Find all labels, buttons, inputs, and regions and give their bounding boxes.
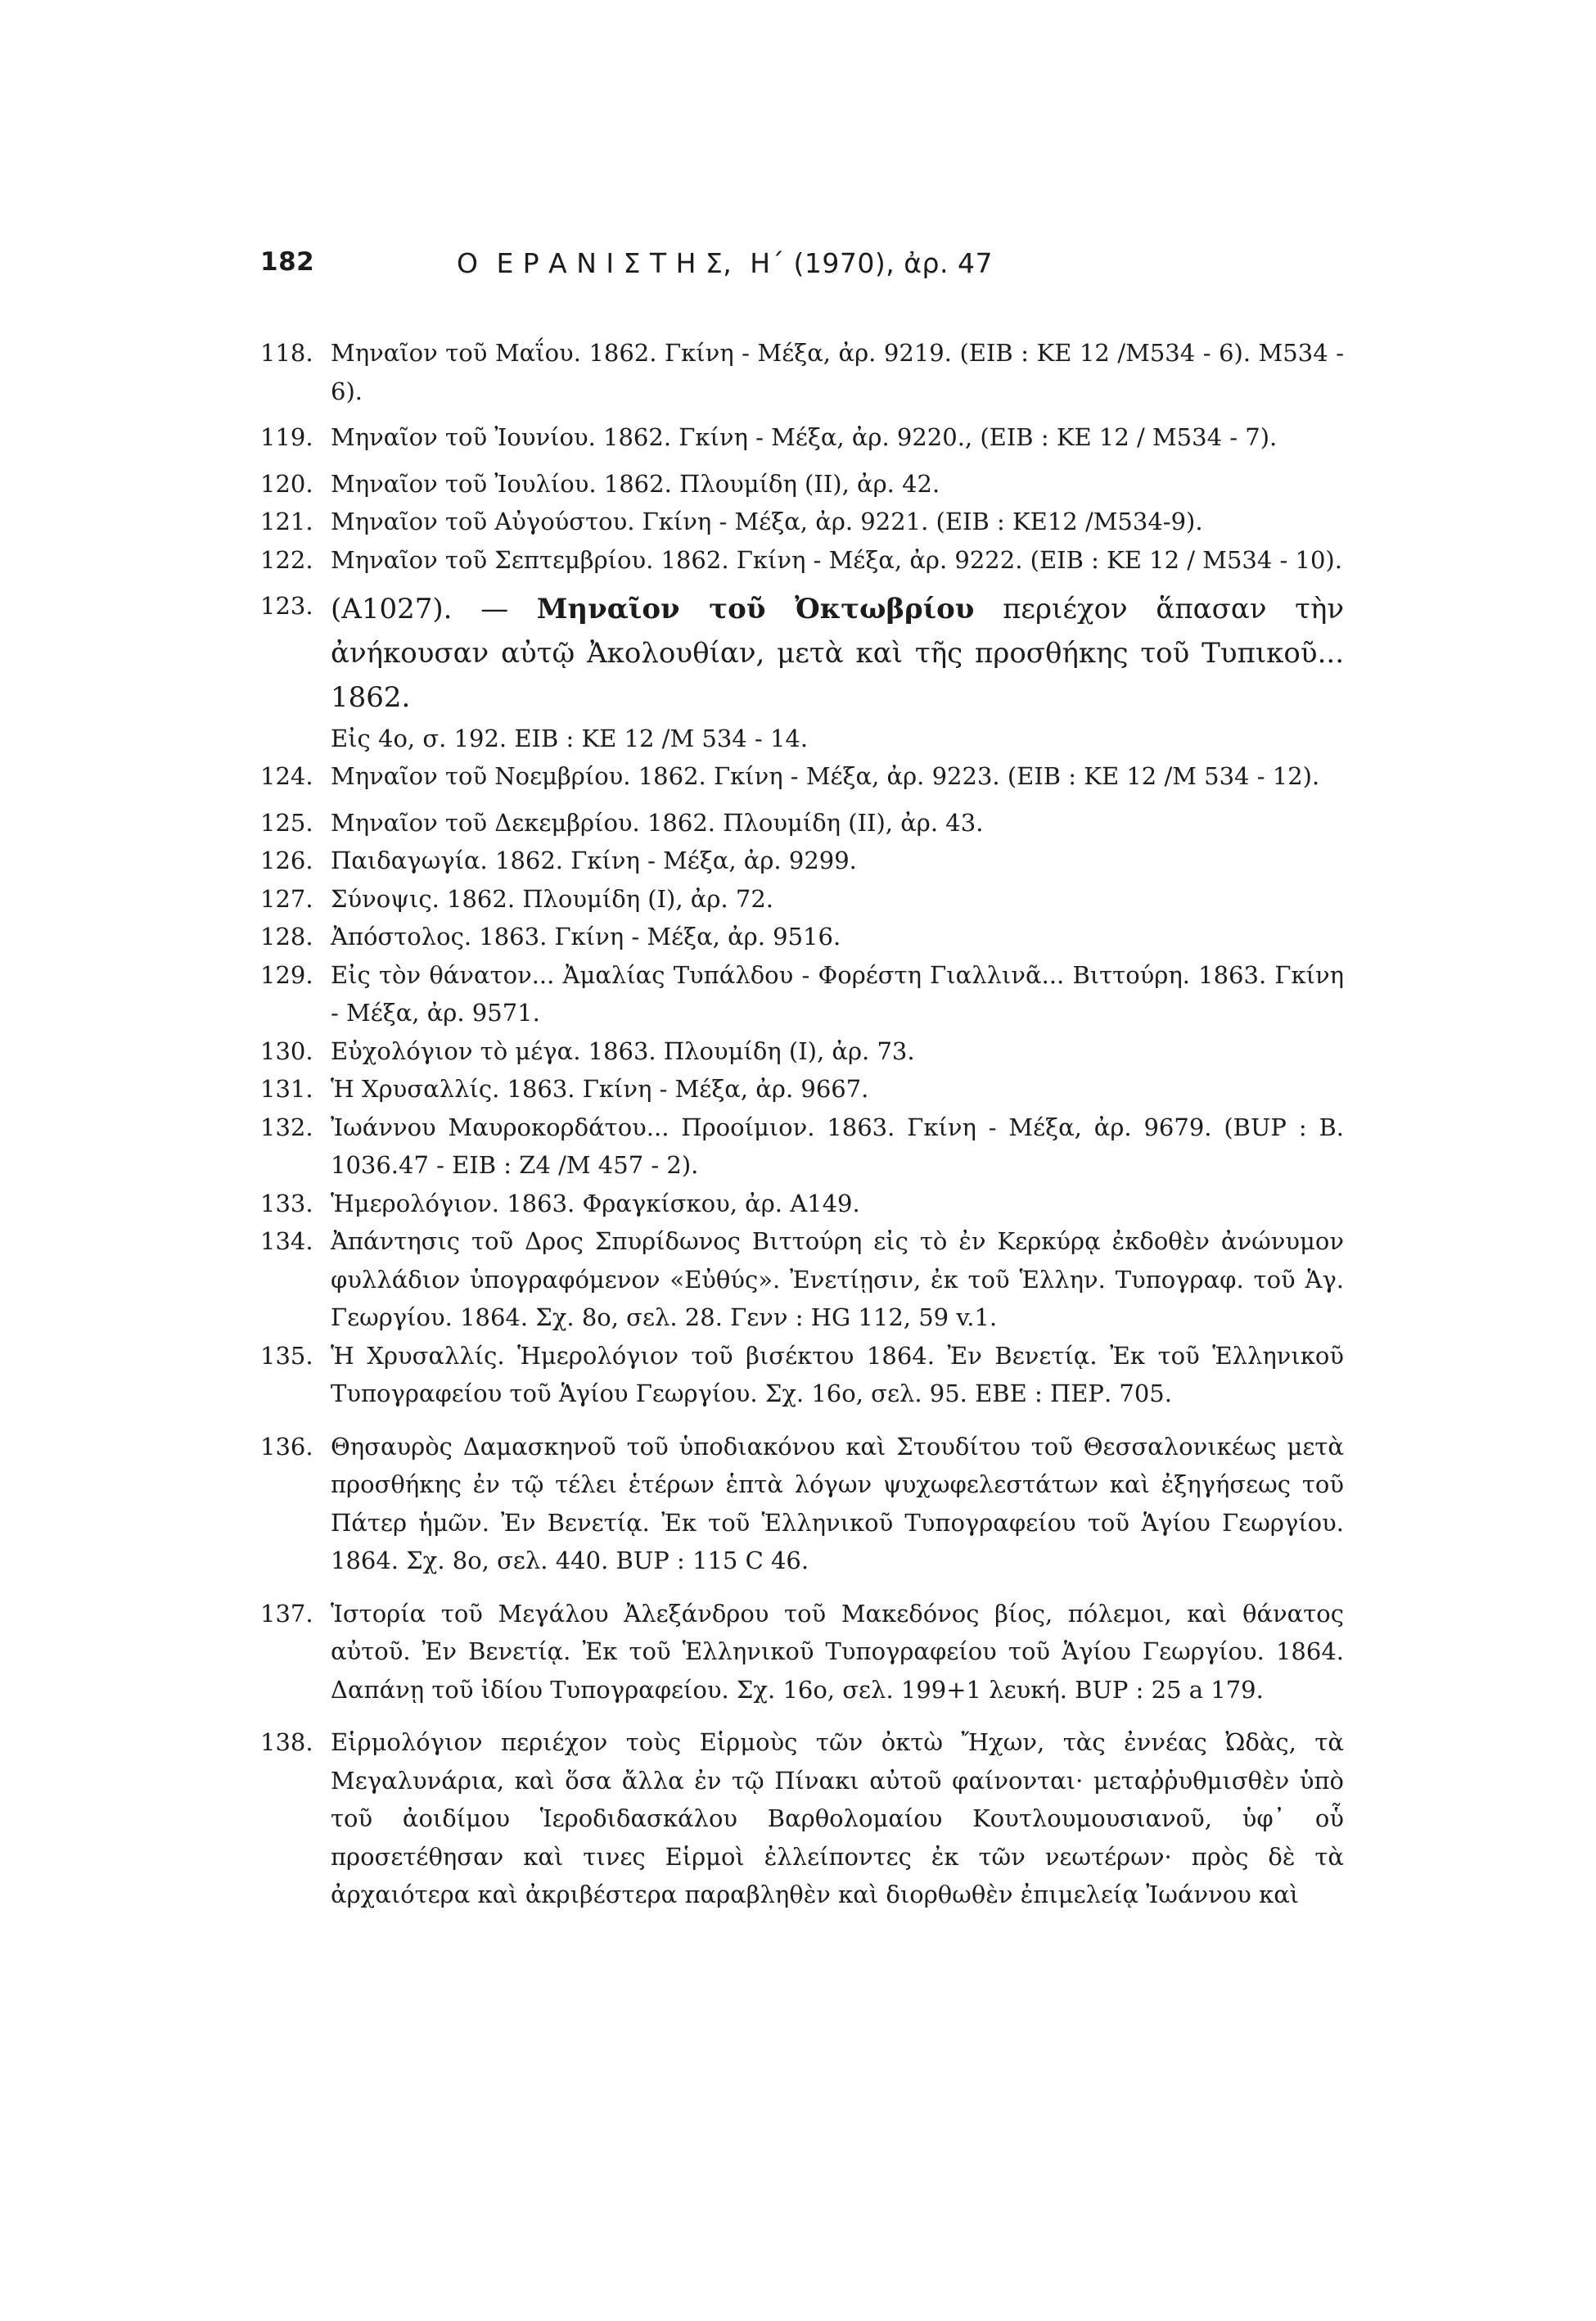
list-item (260, 880, 1344, 919)
list-item (260, 1337, 1344, 1413)
entry-number: 128. (260, 923, 313, 951)
entry-number: 125. (260, 808, 313, 837)
running-title: Ο Ε Ρ Α Ν Ι Σ Τ Η Σ, Η΄ (1970), ἀρ. 47 (457, 247, 993, 279)
page-header (260, 247, 1308, 288)
list-item (260, 842, 1344, 880)
entry-description: περιέχον ἅπασαν τὴν ἀνήκουσαν αὐτῷ Ἀκολουθίαν, μετὰ καὶ τῆς προσθήκης τοῦ Τυπικοῦ... 1862. (331, 593, 1344, 714)
entry-number: 120. (260, 469, 313, 498)
list-item (260, 1428, 1344, 1580)
list-item (260, 418, 1344, 457)
entry-number: 122. (260, 545, 313, 574)
list-item (260, 956, 1344, 1032)
list-item (260, 918, 1344, 956)
entry-text: Μηναῖον τοῦ Ἰουνίου. 1862. Γκίνη - Μέξα, ἀρ. 9220., (ΕΙΒ : ΚΕ 12 / Μ534 - 7). (331, 423, 1278, 451)
entry-text: Ἱστορία τοῦ Μεγάλου Ἀλεξάνδρου τοῦ Μακεδόνος βίος, πόλεμοι, καὶ θάνατος αὐτοῦ. Ἐν Βενετίᾳ. Ἐκ τοῦ Ἑλληνικοῦ Τυπογραφείου τοῦ Ἁγίου Γεωργίου. 1864. Δαπάνῃ τοῦ ἰδίου Τυπογραφείου. Σχ. 16ο, σελ. 199+1 λευκή. BUP : 25 a 179. (331, 1599, 1344, 1704)
list-item (260, 1222, 1344, 1337)
list-item (260, 804, 1344, 842)
entry-text: Ἰωάννου Μαυροκορδάτου... Προοίμιον. 1863. Γκίνη - Μέξα, ἀρ. 9679. (BUP : B. 1036.47 - ΕΙΒ : Ζ4 /Μ 457 - 2). (331, 1113, 1344, 1179)
entry-number: 129. (260, 960, 313, 989)
entry-number: 127. (260, 884, 313, 913)
list-item (260, 1109, 1344, 1185)
entry-text: Ἡμερολόγιον. 1863. Φραγκίσκου, ἀρ. Α149. (331, 1189, 860, 1217)
entry-number: 126. (260, 847, 313, 874)
entry-number: 136. (260, 1432, 313, 1461)
bibliography-list (260, 334, 1344, 1914)
entry-text: Σύνοψις. 1862. Πλουμίδη (Ι), ἀρ. 72. (331, 884, 773, 913)
list-item (260, 465, 1344, 503)
entry-number: 123. (260, 592, 313, 620)
page-number: 182 (260, 247, 315, 277)
entry-code: (Α1027). — (331, 593, 509, 625)
entry-text: Ἀπόστολος. 1863. Γκίνη - Μέξα, ἀρ. 9516. (331, 923, 841, 951)
entry-number: 132. (260, 1113, 313, 1141)
entry-text: Μηναῖον τοῦ Νοεμβρίου. 1862. Γκίνη - Μέξα, ἀρ. 9223. (ΕΙΒ : ΚΕ 12 /Μ 534 - 12). (331, 762, 1320, 790)
entry-number: 134. (260, 1227, 313, 1255)
entry-text: Μηναῖον τοῦ Αὐγούστου. Γκίνη - Μέξα, ἀρ. 9221. (ΕΙΒ : ΚΕ12 /Μ534-9). (331, 508, 1203, 535)
entry-text: Ἡ Χρυσαλλίς. Ἡμερολόγιον τοῦ βισέκτου 1864. Ἐν Βενετίᾳ. Ἐκ τοῦ Ἑλληνικοῦ Τυπογραφείου τοῦ Ἁγίου Γεωργίου. Σχ. 16ο, σελ. 95. ΕΒΕ : ΠΕΡ. 705. (331, 1341, 1344, 1407)
list-item (260, 587, 1344, 757)
entry-number: 138. (260, 1728, 313, 1756)
entry-title-bold: Μηναῖον τοῦ Ὀκτωβρίου (536, 593, 975, 625)
entry-number: 135. (260, 1341, 313, 1370)
list-item (260, 757, 1344, 796)
entry-text: Ἡ Χρυσαλλίς. 1863. Γκίνη - Μέξα, ἀρ. 9667. (331, 1075, 869, 1103)
entry-text: Ἀπάντησις τοῦ Δρος Σπυρίδωνος Βιττούρη εἰς τὸ ἐν Κερκύρᾳ ἐκδοθὲν ἀνώνυμον φυλλάδιον ὑπογραφόμενον «Εὐθύς». Ἐνετίῃσιν, ἐκ τοῦ Ἑλλην. Τυπογραφ. τοῦ Ἁγ. Γεωργίου. 1864. Σχ. 8ο, σελ. 28. Γενν : HG 112, 59 v.1. (331, 1227, 1344, 1331)
entry-number: 130. (260, 1036, 313, 1065)
entry-text: Εὐχολόγιον τὸ μέγα. 1863. Πλουμίδη (Ι), ἀρ. 73. (331, 1036, 915, 1065)
entry-reference: Εἰς 4ο, σ. 192. ΕΙΒ : ΚΕ 12 /Μ 534 - 14. (331, 725, 809, 752)
entry-text: Θησαυρὸς Δαμασκηνοῦ τοῦ ὑποδιακόνου καὶ Στουδίτου τοῦ Θεσσαλονικέως μετὰ προσθήκης ἐν τῷ τέλει ἑτέρων ἑπτὰ λόγων ψυχωφελεστάτων καὶ ἐξηγήσεως τοῦ Πάτερ ἡμῶν. Ἐν Βενετίᾳ. Ἐκ τοῦ Ἑλληνικοῦ Τυπογραφείου τοῦ Ἁγίου Γεωργίου. 1864. Σχ. 8ο, σελ. 440. BUP : 115 C 46. (331, 1432, 1344, 1574)
entry-text: Εἱρμολόγιον περιέχον τοὺς Εἱρμοὺς τῶν ὀκτὼ Ἤχων, τὰς ἐννέας Ὠδὰς, τὰ Μεγαλυνάρια, καὶ ὅσα ἄλλα ἐν τῷ Πίνακι αὐτοῦ φαίνονται· μεταῤῥυθμισθὲν ὑπὸ τοῦ ἀοιδίμου Ἱεροδιδασκάλου Βαρθολομαίου Κουτλουμουσιανοῦ, ὑφ᾽ οὗ προσετέθησαν καὶ τινες Εἱρμοὶ ἐλλείποντες ἐκ τῶν νεωτέρων· πρὸς δὲ τὰ ἀρχαιότερα καὶ ἀκριβέστερα παραβληθὲν καὶ διορθωθὲν ἐπιμελείᾳ Ἰωάννου καὶ (331, 1728, 1344, 1908)
list-item (260, 1723, 1344, 1914)
list-item (260, 1595, 1344, 1709)
entry-text: Μηναῖον τοῦ Σεπτεμβρίου. 1862. Γκίνη - Μέξα, ἀρ. 9222. (ΕΙΒ : ΚΕ 12 / Μ534 - 10). (331, 545, 1342, 574)
list-item (260, 1070, 1344, 1109)
entry-number: 121. (260, 508, 313, 535)
list-item (260, 1185, 1344, 1223)
entry-number: 124. (260, 762, 313, 790)
entry-text: Παιδαγωγία. 1862. Γκίνη - Μέξα, ἀρ. 9299. (331, 847, 857, 874)
list-item (260, 334, 1344, 410)
entry-number: 137. (260, 1599, 313, 1628)
list-item (260, 1032, 1344, 1071)
entry-number: 131. (260, 1075, 313, 1103)
entry-number: 118. (260, 339, 313, 367)
entry-text: Μηναῖον τοῦ Ἰουλίου. 1862. Πλουμίδη (ΙΙ), ἀρ. 42. (331, 469, 940, 498)
list-item (260, 503, 1344, 541)
entry-text (331, 587, 1344, 757)
entry-text: Εἰς τὸν θάνατον... Ἀμαλίας Τυπάλδου - Φορέστη Γιαλλινᾶ... Βιττούρη. 1863. Γκίνη - Μέξα, ἀρ. 9571. (331, 960, 1344, 1027)
list-item (260, 541, 1344, 580)
entry-text: Μηναῖον τοῦ Μαΐου. 1862. Γκίνη - Μέξα, ἀρ. 9219. (ΕΙΒ : ΚΕ 12 /Μ534 - 6). Μ534 - 6). (331, 339, 1344, 405)
entry-number: 119. (260, 423, 313, 451)
entry-number: 133. (260, 1189, 313, 1217)
entry-text: Μηναῖον τοῦ Δεκεμβρίου. 1862. Πλουμίδη (ΙΙ), ἀρ. 43. (331, 808, 984, 837)
